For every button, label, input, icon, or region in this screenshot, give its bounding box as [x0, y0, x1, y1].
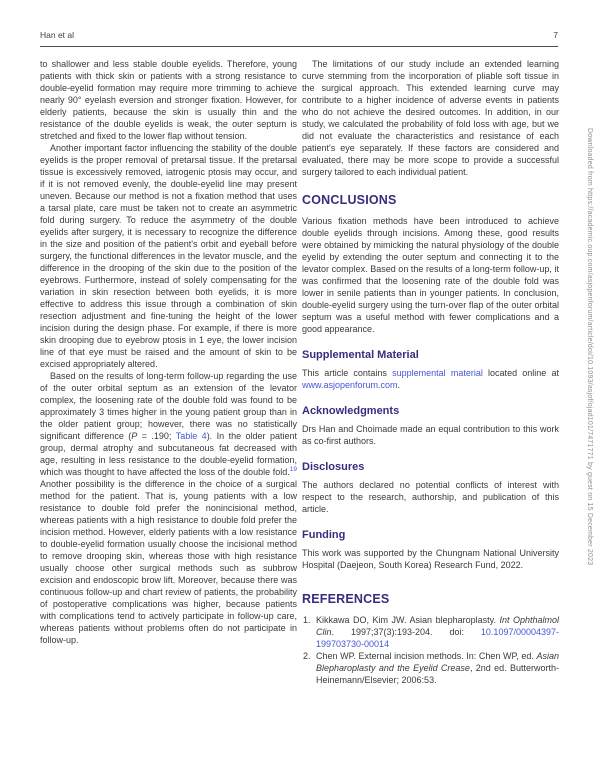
- conclusions-heading: CONCLUSIONS: [302, 193, 397, 207]
- p-value-symbol: P: [131, 431, 138, 441]
- paragraph-followup: [40, 370, 297, 646]
- supplemental-material-body: [302, 367, 559, 391]
- text-run: = .190;: [137, 431, 176, 441]
- running-head: [40, 30, 558, 40]
- references-list: [302, 614, 559, 686]
- text-run: .: [397, 380, 401, 390]
- citation-19-link[interactable]: 19: [289, 466, 297, 473]
- journal-website-link[interactable]: www.asjopenforum.com: [302, 380, 398, 390]
- journal-title-italic: Int Ophthalmol Clin: [316, 615, 560, 637]
- right-column: [302, 58, 559, 686]
- table-4-link[interactable]: Table 4: [175, 431, 207, 441]
- text-run: This article contains: [302, 368, 393, 378]
- text-run: ). In the older patient group, dermal atrophy and subcutaneous fat decreased with age, resulting in less resistance to the double-eyelid formation, which was thought to have affected the loss of the double fold.: [40, 431, 297, 477]
- doi-link[interactable]: 10.1097/00004397-199703730-00014: [316, 627, 559, 649]
- conclusions-body: Various fixation methods have been introduced to achieve double eyelids through incisions. Among these, good results were obtained by mimicking the natural physiology of the double eyelid by extending the outer septum and connecting it to the levator complex. Based on the results of a long-term follow-up, it was confirmed that the loosening rate of the double fold was lower in senile patients than in younger patients. In conclusion, double-eyelid surgery using the turn-over flap of the outer orbital septum was a useful method with fewer complications and a good appearance.: [302, 216, 559, 334]
- references-heading: REFERENCES: [302, 592, 390, 606]
- reference-item: [302, 614, 559, 650]
- text-run: located online at: [482, 368, 559, 378]
- running-head-authors: Han et al: [40, 30, 75, 40]
- book-title-italic: Asian Blepharoplasty and the Eyelid Crease: [316, 651, 559, 673]
- paragraph-stability: Another important factor influencing the stability of the double eyelids is the proper removal of pretarsal tissue. If the pretarsal tissue is excessively removed, iatrogenic ptosis may occur, and if it is not removed evenly, the double-eyelid line may present uneven. Because our method is not a fixation method that uses a tarsal plate, care must be taken not to create an asymmetric fold during surgery. To reduce the asymmetry of the double eyelids after surgery, it is necessary to recognize the difference in the size and position of the patient's orbit and eyeball before surgery, the functional differences in the levator muscle, and the difference in the drooping of the skin due to the position of the eyebrows. Furthermore, instead of solely compensating for the variation in skin resection between both eyelids, it is more effective to address this issue through a combination of skin resection adjustment and fine-tuning the height of the lower incision during the design phase. For example, if there is more skin drooping due to eyebrow ptosis in 1 eye, the lower incision line of that eye must be raised and the amount of skin to be excised appropriately altered.: [40, 143, 297, 369]
- header-rule: [40, 46, 558, 47]
- text-run: Chen WP. External incision methods. In: Chen WP, ed.: [316, 651, 537, 661]
- funding-heading: Funding: [302, 529, 346, 541]
- paragraph-limitations: The limitations of our study include an extended learning curve stemming from the incorporation of pliable soft tissue in the surgical approach. This extended learning curve may contribute to a higher incidence of adverse events in patients who do not achieve the desired outcomes. In addition, in our study, we calculated the probability of fold loss with age, but we did not evaluate the characteristics and resistance of each patient's eye separately. If these factors are considered and evaluated, there may be more scope to provide a successful surgery tailored to each individual patient.: [302, 59, 559, 177]
- reference-number: 1.: [303, 615, 311, 625]
- page-number: 7: [553, 30, 558, 40]
- text-run: Based on the results of long-term follow-up regarding the use of the outer orbital septum as an extension of the levator complex, the loosening rate of the double fold was found to be approximately 3 times higher in the young patient group than in the older patient group; however, there was no statistically significant difference (: [40, 371, 297, 441]
- download-watermark: Downloaded from https://academic.oup.com/asjopenforum/article/doi/10.1093/asjof/ojad101/7471771 by guest on 15 December 2023: [586, 128, 593, 566]
- reference-number: 2.: [303, 651, 311, 661]
- text-run: Another possibility is the difference in the choice of a surgical method for the patient. That is, young patients with a low resistance to double fold prefer the nonincisional method, whereas patients with a high resistance to double fold prefer the incision method. However, elderly patients with a low resistance to double-eyelid formation usually choose the incisional method to remove drooping skin, whereas those with high resistance usually choose other surgical methods such as subbrow excision and endoscopic brow lift. Moreover, because there was continuous follow-up and chart review of patients, the probability of postoperative complications was higher, because patients with complications tend to actively participate in follow-up care, whereas patients without problems often do not participate in follow-up.: [40, 479, 297, 645]
- reference-item: [302, 650, 559, 686]
- acknowledgments-body: Drs Han and Choimade made an equal contribution to this work as co-first authors.: [302, 424, 559, 446]
- text-run: . 1997;37(3):193-204. doi:: [331, 627, 481, 637]
- paragraph-continuation: to shallower and less stable double eyelids. Therefore, young patients with thick skin or patients with a strong resistance to double-eyelid formation may require more trimming to achieve nearly 90° eyelash eversion and stronger fixation. However, for elderly patients, because the skin is usually thin and the resistance of the double eyelids is weak, the outer septum is stretched and fixed to the lower flap without tension.: [40, 59, 297, 141]
- supplemental-material-heading: Supplemental Material: [302, 349, 419, 361]
- text-run: , 2nd ed. Butterworth-Heinemann/Elsevier; 2006:53.: [316, 663, 560, 685]
- acknowledgments-heading: Acknowledgments: [302, 405, 400, 417]
- text-run: Kikkawa DO, Kim JW. Asian blepharoplasty.: [316, 615, 500, 625]
- supplemental-material-link[interactable]: supplemental material: [392, 368, 483, 378]
- left-column: [40, 58, 297, 646]
- disclosures-body: The authors declared no potential conflicts of interest with respect to the research, authorship, and publication of this article.: [302, 480, 559, 514]
- disclosures-heading: Disclosures: [302, 461, 365, 473]
- funding-body: This work was supported by the Chungnam National University Hospital (Daejeon, South Korea) Research Fund, 2022.: [302, 548, 559, 570]
